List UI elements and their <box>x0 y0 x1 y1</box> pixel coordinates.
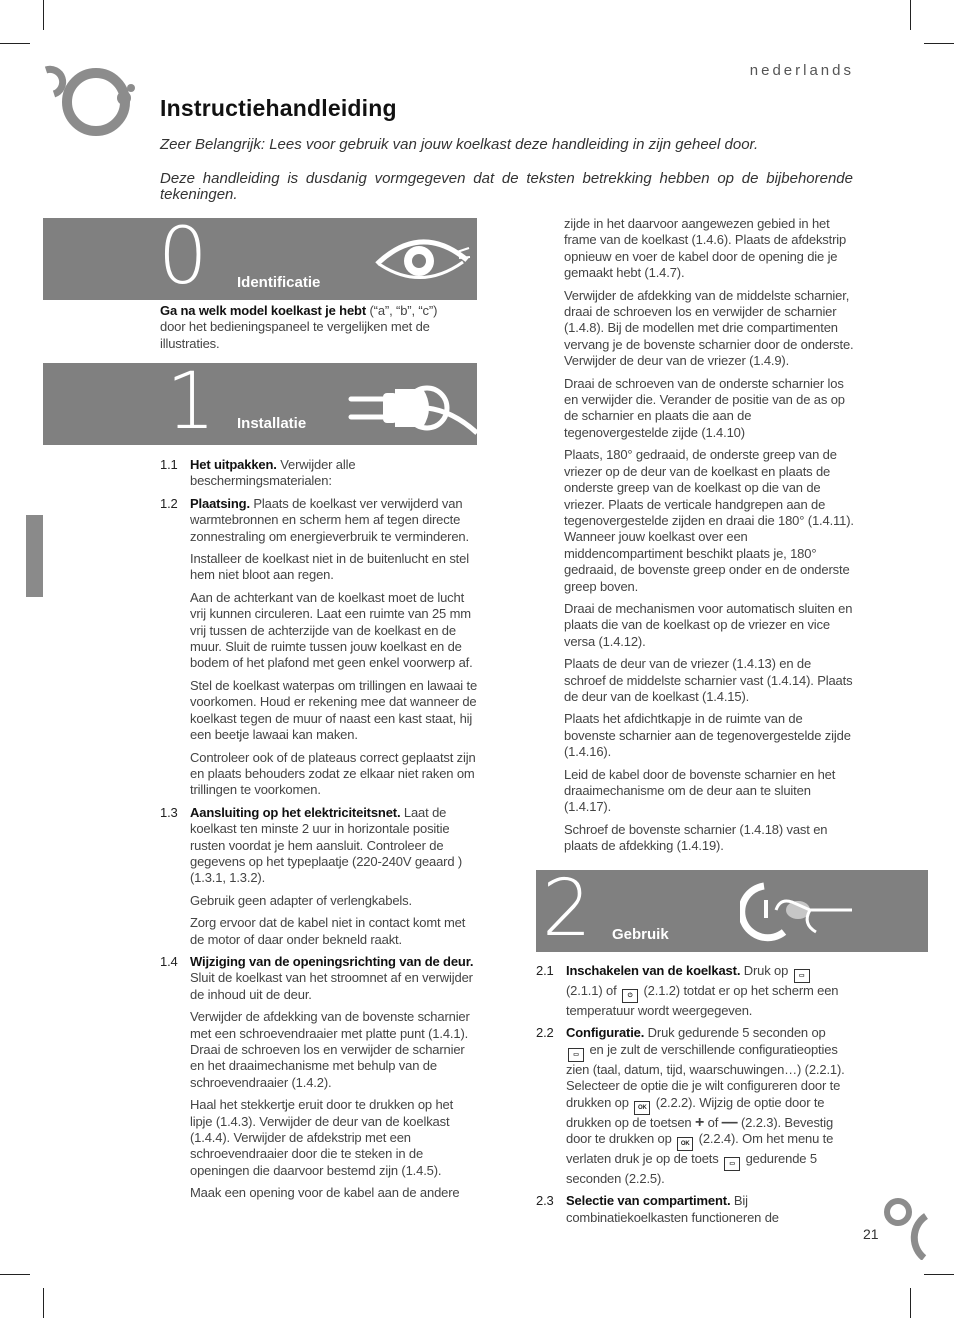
paragraph: Haal het stekkertje eruit door te drukken op het lipje (1.4.3). Verwijder de deur van de koelkast (1.4.4). Verwijder de afdekstrip met een schroevendraaier door die te steken in de openingen die daarvoor bestemd zijn (1.4.5). <box>190 1097 454 1178</box>
paragraph: Zorg ervoor dat de kabel niet in contact komt met de motor of daar onder bekneld raakt. <box>190 915 466 947</box>
crop-mark <box>924 43 954 44</box>
crop-mark <box>910 1288 911 1318</box>
paragraph: Draai de schroeven van de onderste scharnier los en verwijder die. Verander de positie van de as op de scharnier en plaats die aan de tegenovergestelde zijde (1.4.10) <box>564 375 845 440</box>
item-title: Plaatsing. <box>190 495 250 511</box>
item-number: 2.1 <box>536 963 554 978</box>
power-plug-icon <box>343 371 477 441</box>
brand-logo-icon <box>884 1194 930 1260</box>
item-text: (2.2.4). Om het menu te verlaten druk je op de toets <box>566 1131 834 1167</box>
item-2-1 <box>536 963 856 1019</box>
item-1-3 <box>160 805 478 887</box>
crop-mark <box>0 1274 30 1275</box>
paragraph: Verwijder de afdekking van de bovenste scharnier met een schroevendraaier met platte punt (1.4.1). Draai de schroeven los en verwijder de scharnier en het draaimechanisme met behulp van de schroevendraaier (1.4.2). <box>190 1009 470 1090</box>
item-text: (2.1.1) of <box>566 983 617 998</box>
item-title: Wijziging van de openingsrichting van de deur. <box>190 953 474 969</box>
item-2-3 <box>536 1193 856 1226</box>
item-title: Aansluiting op het elektriciteitsnet. <box>190 804 401 820</box>
section-2-text <box>536 963 856 1232</box>
ok-button-icon: OK <box>677 1137 693 1151</box>
crop-mark <box>0 43 30 44</box>
item-text: (2.2.2). Wijzig de optie door te drukken op de toetsen <box>566 1094 825 1130</box>
item-text: Bij combinatiekoelkasten functioneren de <box>566 1193 779 1225</box>
crop-mark <box>910 0 911 30</box>
item-1-4 <box>160 954 478 1003</box>
section-0-text <box>160 303 460 358</box>
paragraph: Aan de achterkant van de koelkast moet de lucht vrij kunnen circuleren. Laat een ruimte van 25 mm vrij tussen de achterzijde van de koelkast en de muur. Sluit de ruimte tussen jouw koelkast en de bodem of het plafond met geen enkel voorwerp af. <box>190 589 473 671</box>
item-title: Het uitpakken. <box>190 457 277 472</box>
item-number: 1.1 <box>160 457 178 472</box>
paragraph: Controleer ook of de plateaus correct geplaatst zijn en plaats behouders zodat ze elkaar niet raken om trillingen te voorkomen. <box>190 749 476 798</box>
item-1-1 <box>160 457 478 490</box>
crop-mark <box>43 1288 44 1318</box>
identify-model-text: door het bedieningspaneel te vergelijken met de illustraties. <box>160 319 430 351</box>
paragraph: zijde in het daarvoor aangewezen gebied in het frame van de koelkast (1.4.6). Plaats de afdekstrip opnieuw en voer de kabel door de opening die je gemaakt hebt (1.4.7). <box>564 216 847 281</box>
item-title: Selectie van compartiment. <box>566 1193 731 1209</box>
language-label: nederlands <box>749 62 854 79</box>
paragraph: Draai de mechanismen voor automatisch sluiten en plaats die van de koelkast op de vriezer en vice versa (1.4.12). <box>564 600 853 649</box>
item-text: of <box>707 1114 719 1130</box>
item-number: 1.2 <box>160 495 178 511</box>
side-tab-marker <box>26 515 43 597</box>
ok-button-icon: OK <box>634 1101 650 1115</box>
section-label: Identificatie <box>237 274 321 291</box>
plus-icon: + <box>694 1113 705 1131</box>
item-text: (2.1.2) totdat er op het scherm een temperatuur wordt weergegeven. <box>566 983 839 1018</box>
item-text: gedurende 5 seconden (2.2.5). <box>566 1151 817 1187</box>
intro-important: Zeer Belangrijk: Lees voor gebruik van jouw koelkast deze handleiding in zijn geheel door. <box>160 136 759 153</box>
right-column <box>564 216 856 861</box>
section-label: Installatie <box>237 415 307 432</box>
section-banner-identificatie <box>43 218 477 300</box>
crop-mark <box>43 0 44 30</box>
paragraph: Leid de kabel door de bovenste scharnier en het draaimechanisme om de deur aan te sluiten (1.4.17). <box>564 766 836 815</box>
item-text: Druk op <box>740 963 789 978</box>
paragraph: Schroef de bovenste scharnier (1.4.18) vast en plaats de afdekking (1.4.19). <box>564 821 828 854</box>
paragraph: Installeer de koelkast niet in de buitenlucht en stel hem niet bloot aan regen. <box>190 551 469 583</box>
minus-icon: — <box>721 1113 738 1131</box>
paragraph: Maak een opening voor de kabel aan de andere <box>190 1185 460 1201</box>
touch-finger-icon <box>740 880 856 944</box>
item-title: Inschakelen van de koelkast. <box>566 963 741 978</box>
page-number: 21 <box>863 1226 879 1242</box>
paragraph: Verwijder de afdekking van de middelste scharnier, draai de schroeven los en verwijder de scharnier (1.4.8). Bij de modellen met drie compartimenten vervang je de bovenste scharnier door de onderste. Verwijder de deur van de vriezer (1.4.9). <box>564 287 854 369</box>
item-text: en je zult de verschillende configuratieopties zien (taal, datum, tijd, waarschuwingen…) (2.2.1). Selecteer de optie die je wilt configureren door te drukken op <box>566 1041 845 1110</box>
intro-description: Deze handleiding is dusdanig vormgegeven dat de teksten betrekking hebben op de bijbehorende tekeningen. <box>160 170 853 203</box>
paragraph: Plaats, 180° gedraaid, de onderste greep van de vriezer op de deur van de koelkast en plaats de onderste greep van de koelkast op die van de vriezer. Plaats de verticale handgrepen aan de tegenovergestelde zijden en draai die 180° (1.4.11). Wanneer jouw koelkast over een middencompartiment beschikt plaats je, 180° gedraaid, de bovenste greep onder en de onderste greep boven. <box>564 447 854 594</box>
menu-icon: ▭ <box>568 1048 584 1062</box>
item-number: 2.3 <box>536 1193 554 1209</box>
item-2-2 <box>536 1025 856 1187</box>
identify-model-title: Ga na welk model koelkast je hebt <box>160 303 367 318</box>
eye-icon <box>371 228 471 290</box>
section-number: 0 <box>158 218 208 300</box>
paragraph: Plaats het afdichtkapje in de ruimte van de bovenste scharnier aan de tegenovergestelde zijde (1.4.16). <box>564 711 851 760</box>
section-number: 1 <box>166 363 216 445</box>
section-banner-installatie <box>43 363 477 445</box>
item-title: Configuratie. <box>566 1025 645 1041</box>
left-column <box>160 457 478 1208</box>
paragraph: Gebruik geen adapter of verlengkabels. <box>190 892 412 908</box>
item-text: Verwijder alle beschermingsmaterialen: <box>190 457 356 489</box>
item-text: (2.2.3). Bevestig door te drukken op <box>566 1114 834 1147</box>
section-number: 2 <box>542 870 592 952</box>
crop-mark <box>924 1274 954 1275</box>
page-title: Instructiehandleiding <box>160 95 397 121</box>
power-toggle-icon: ⏻ <box>622 989 638 1003</box>
item-text: Plaats de koelkast ver verwijderd van warmtebronnen en scherm hem af tegen directe zonnestraling om energieverbruik te verminderen. <box>190 495 469 544</box>
model-letters: (“a”, “b”, “c”) <box>366 303 438 318</box>
item-text: Sluit de koelkast van het stroomnet af en verwijder de inhoud uit de deur. <box>190 970 473 1002</box>
item-number: 2.2 <box>536 1025 554 1041</box>
menu-icon: ▭ <box>724 1157 740 1171</box>
paragraph: Plaats de deur van de vriezer (1.4.13) en de schroef de middelste scharnier vast (1.4.14). Plaats de deur van de koelkast (1.4.15). <box>564 656 853 704</box>
paragraph: Stel de koelkast waterpas om trillingen en lawaai te voorkomen. Houd er rekening mee dat wanneer de koelkast tegen de muur of naast een kast staat, hij een beetje lawaai kan maken. <box>190 677 478 743</box>
brand-logo-icon <box>42 62 138 138</box>
section-label: Gebruik <box>612 926 669 943</box>
item-1-2 <box>160 496 478 545</box>
item-text: Laat de koelkast ten minste 2 uur in horizontale positie rusten voordat je hem aansluit. Controleer de gegevens op het typeplaatje (220-240V geaard ) (1.3.1, 1.3.2). <box>190 804 463 886</box>
item-number: 1.3 <box>160 804 178 820</box>
menu-icon: ▭ <box>794 969 810 983</box>
item-text: Druk gedurende 5 seconden op <box>644 1025 826 1041</box>
item-number: 1.4 <box>160 953 178 969</box>
section-banner-gebruik <box>536 870 928 952</box>
